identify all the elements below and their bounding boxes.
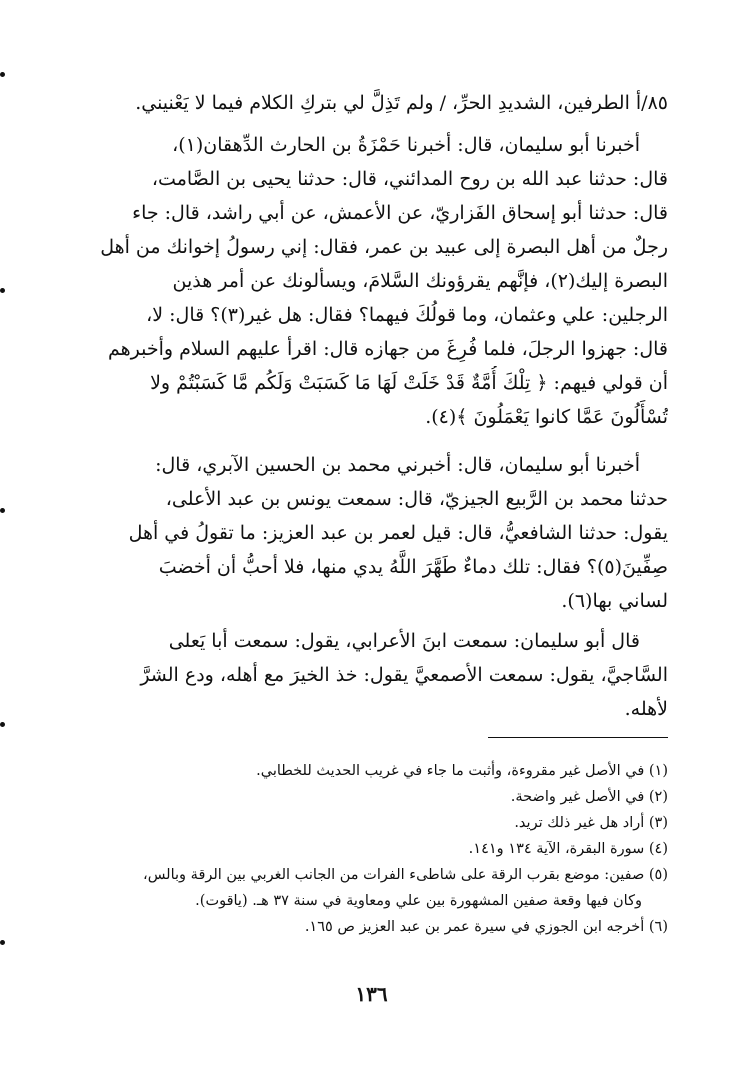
footnotes xyxy=(90,758,668,940)
text-line: قال: جهزوا الرجلَ، فلما فُرِغَ من جهازه قال: اقرأ عليهم السلام وأخبرهم xyxy=(107,338,668,360)
footnote-continuation: وكان فيها وقعة صفين المشهورة بين علي ومعاوية في سنة ٣٧ هـ. (ياقوت). xyxy=(195,893,642,909)
footnote-separator xyxy=(488,737,668,738)
margin-mark xyxy=(0,72,5,77)
text-line: حدثنا محمد بن الرَّبيع الجيزيّ، قال: سمعت يونس بن عبد الأعلى، xyxy=(165,488,668,510)
footnote: (٥) صفين: موضع بقرب الرقة على شاطىء الفرات من الجانب الغربي بين الرقة وبالس، xyxy=(143,867,668,883)
footnote: (٤) سورة البقرة، الآية ١٣٤ و١٤١. xyxy=(468,841,668,857)
footnote: (٣) أراد هل غير ذلك تريد. xyxy=(514,815,668,831)
footnote: (٢) في الأصل غير واضحة. xyxy=(510,789,668,805)
footnote: (٦) أخرجه ابن الجوزي في سيرة عمر بن عبد العزيز ص ١٦٥. xyxy=(304,919,668,935)
text-line: أخبرنا أبو سليمان، قال: أخبرني محمد بن الحسين الآبري، قال: xyxy=(155,454,640,476)
text-line: أخبرنا أبو سليمان، قال: أخبرنا حَمْزَةُ بن الحارث الدِّهقان(١)، xyxy=(172,134,640,156)
text-line: لساني بها(٦). xyxy=(561,590,668,612)
text-line: البصرة إليك(٢)، فإنَّهم يقرؤونك السَّلامَ، ويسألونك عن أمر هذين xyxy=(172,270,668,292)
text-line: الرجلين: علي وعثمان، وما قولُكَ فيهما؟ فقال: هل غير(٣)؟ قال: لا، xyxy=(146,304,668,326)
margin-mark xyxy=(0,508,5,513)
paragraph-2 xyxy=(90,128,668,434)
paragraph-3 xyxy=(90,448,668,618)
text-line: السَّاجيَّ، يقول: سمعت الأصمعيَّ يقول: خذ الخيرَ مع أهله، ودع الشرَّ xyxy=(140,664,668,686)
text-line: رجلٌ من أهل البصرة إلى عبيد بن عمر، فقال: إني رسولُ إخوانك من أهل xyxy=(100,236,668,258)
text-line: لأهله. xyxy=(624,698,668,720)
paragraph-1 xyxy=(90,86,668,120)
footnote: (١) في الأصل غير مقروءة، وأثبت ما جاء في غريب الحديث للخطابي. xyxy=(256,763,668,779)
text-line: صِفِّينَ(٥)؟ فقال: تلك دماءٌ طَهَّرَ اللَّهُ يدي منها، فلا أحبُّ أن أخضبَ xyxy=(158,556,668,578)
text-line: يقول: حدثنا الشافعيُّ، قال: قيل لعمر بن عبد العزيز: ما تقولُ في أهل xyxy=(128,522,668,544)
text-line: قال: حدثنا عبد الله بن روح المدائني، قال: حدثنا يحيى بن الصَّامت، xyxy=(151,168,668,190)
margin-mark xyxy=(0,722,5,727)
text-line: قال أبو سليمان: سمعت ابنَ الأعرابي، يقول: سمعت أبا يَعلى xyxy=(168,630,640,652)
margin-mark xyxy=(0,288,5,293)
text-line: قال: حدثنا أبو إسحاق الفَزاريّ، عن الأعمش، عن أبي راشد، قال: جاء xyxy=(132,202,668,224)
text-line: ٨٥/أ الطرفين، الشديدِ الحرِّ، / ولم تَذِلَّ لي بتركِ الكلام فيما لا يَعْنيني. xyxy=(135,92,668,114)
margin-mark xyxy=(0,940,5,945)
text-line: تُسْأَلُونَ عَمَّا كانوا يَعْمَلُونَ ﴾(٤). xyxy=(425,406,668,428)
paragraph-4 xyxy=(90,624,668,726)
page-number: ١٣٦ xyxy=(355,982,388,1006)
text-line: أن قولي فيهم: ﴿ تِلْكَ أُمَّةٌ قَدْ خَلَتْ لَهَا مَا كَسَبَتْ وَلَكُم مَّا كَسَبْتُمْ ولا xyxy=(150,372,668,394)
